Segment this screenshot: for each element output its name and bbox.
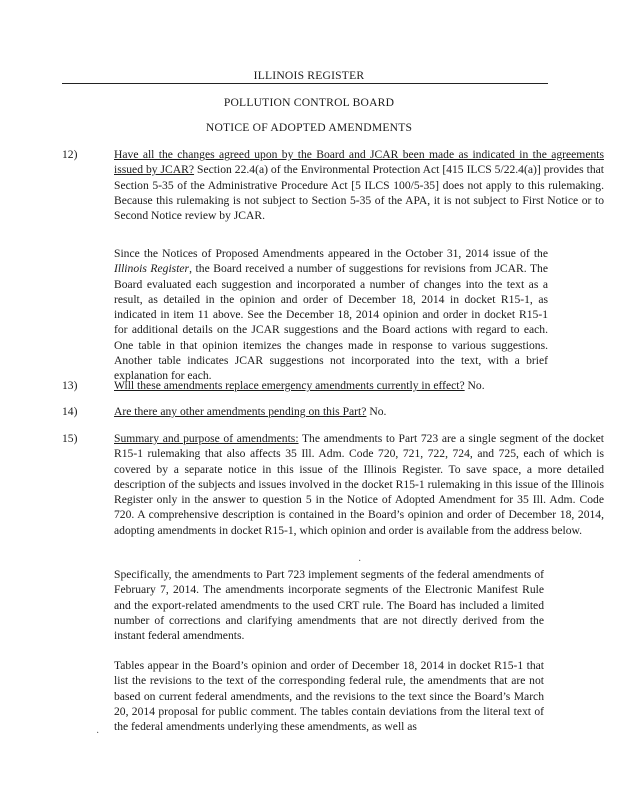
- item-question: Are there any other amendments pending on this Part?: [114, 405, 367, 418]
- item-answer: No.: [366, 405, 387, 418]
- header-rule: [62, 83, 548, 84]
- item-question: Summary and purpose of amendments:: [114, 432, 299, 445]
- item-number: 13): [62, 379, 78, 392]
- scan-speck: ·: [96, 728, 100, 739]
- jcar-suggestions-paragraph: Since the Notices of Proposed Amendments appeared in the October 31, 2014 issue of the Illinois Register, the Board received a number of suggestions for revisions from JCAR. The Board evaluated each suggestion and incorporated a number of changes into the text as a result, as detailed in the opinion and order of December 18, 2014 in docket R15-1, as indicated in item 11 above. See the December 18, 2014 opinion and order in docket R15-1 for additional details on the JCAR suggestions and the Board actions with regard to each. One table in that opinion itemizes the changes made in response to various suggestions. Another table indicates JCAR suggestions not incorporated into the text, with a brief explanation for each.: [114, 247, 549, 383]
- notice-title: NOTICE OF ADOPTED AMENDMENTS: [205, 121, 413, 134]
- scan-speck: ·: [358, 556, 362, 567]
- item-answer: Section 22.4(a) of the Environmental Protection Act [415 ILCS 5/22.4(a)] provides that Section 5-35 of the Administrative Procedure Act [5 ILCS 100/5-35] does not apply to this rulemaking. Because this rulemaking is not subject to Section 5-35 of the APA, it is not subject to First Notice or to Second Notice review by JCAR.: [114, 163, 604, 223]
- item-question: Will these amendments replace emergency amendments currently in effect?: [114, 379, 465, 392]
- item-number: 14): [62, 405, 78, 418]
- item-number: 12): [62, 148, 78, 161]
- item-question: Have all the changes agreed upon by the Board and JCAR been made as indicated in the agreements issued by JCAR?: [114, 148, 604, 177]
- board-title: POLLUTION CONTROL BOARD: [223, 96, 395, 109]
- item-answer: No.: [464, 379, 485, 392]
- register-italic: Illinois Register: [114, 262, 190, 276]
- item-number: 15): [62, 432, 78, 445]
- specifically-paragraph: Specifically, the amendments to Part 723 implement segments of the federal amendments of February 7, 2014. The amendments incorporate segments of the Electronic Manifest Rule and the export-related amendments to the used CRT rule. The Board has included a limited number of corrections and clarifying amendments that are not directly derived from the instant federal amendments.: [114, 568, 544, 643]
- item-answer: The amendments to Part 723 are a single segment of the docket R15-1 rulemaking that also affects 35 Ill. Adm. Code 720, 721, 722, 724, and 725, each of which is covered by a separate notice in this issue of the Illinois Register. To save space, a more detailed description of the subjects and issues involved in the docket R15-1 rulemaking in this issue of the Illinois Register only in the answer to question 5 in the Notice of Adopted Amendment for 35 Ill. Adm. Code 720. A comprehensive description is contained in the Board’s opinion and order of December 18, 2014, adopting amendments in docket R15-1, which opinion and order is available from the address below.: [114, 432, 604, 537]
- tables-paragraph: Tables appear in the Board’s opinion and order of December 18, 2014 in docket R15-1 that list the revisions to the text of the corresponding federal rule, the amendments that are not based on current federal amendments, and the revisions to the text since the Board’s March 20, 2014 proposal for public comment. The tables contain deviations from the literal text of the federal amendments underlying these amendments, as well as: [114, 659, 544, 734]
- register-title: ILLINOIS REGISTER: [253, 69, 365, 82]
